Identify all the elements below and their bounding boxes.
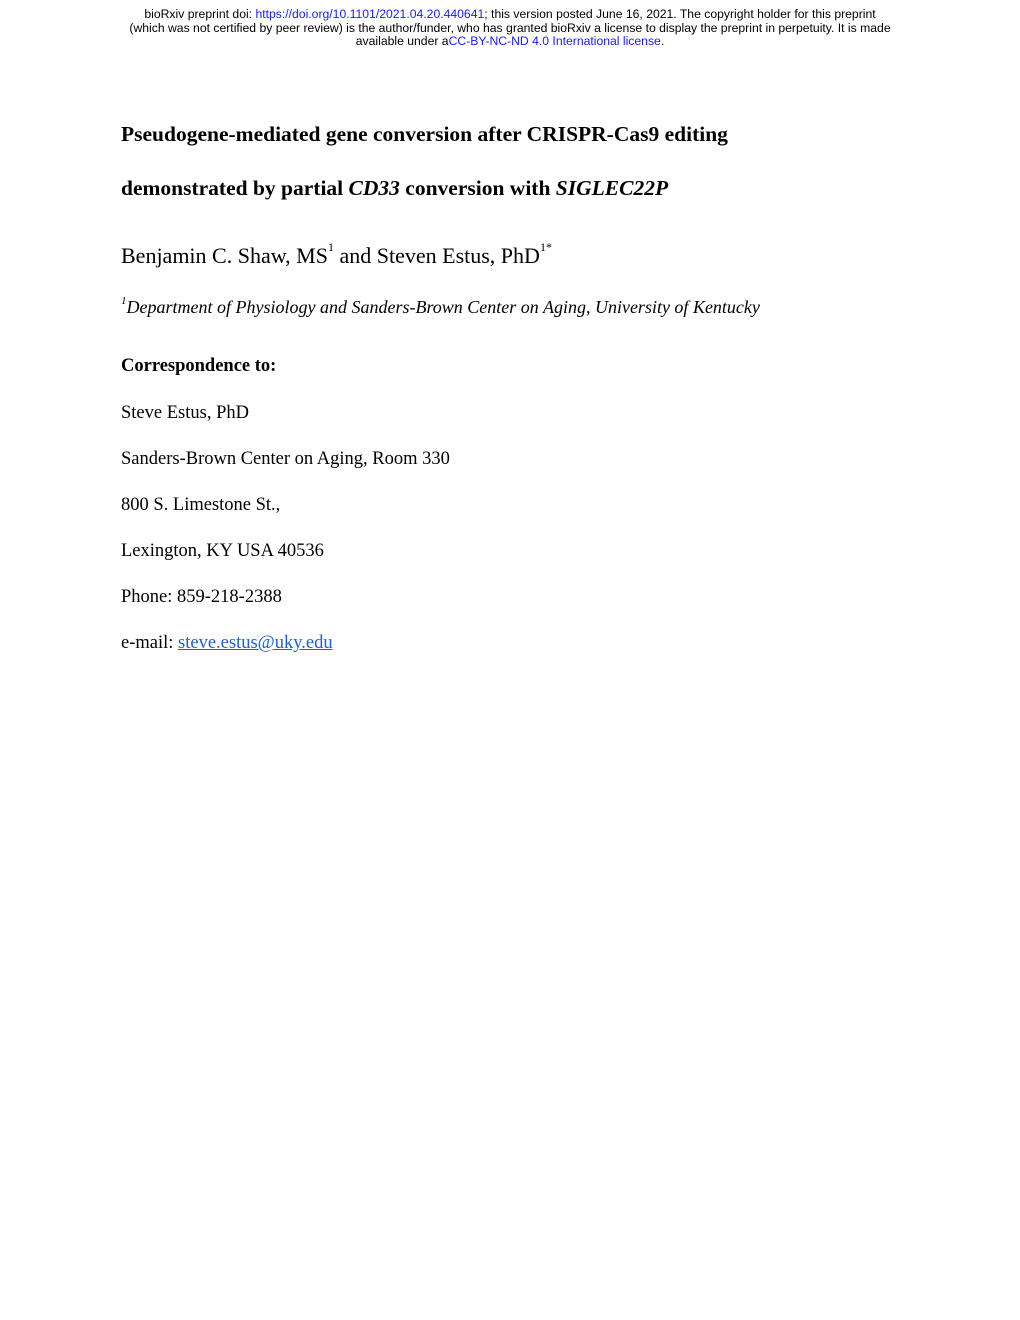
preprint-header [0,8,1020,49]
correspondence-address-1: Sanders-Brown Center on Aging, Room 330 [121,449,450,469]
doi-link[interactable]: https://doi.org/10.1101/2021.04.20.440641 [255,7,485,21]
header-line-2: (which was not certified by peer review) is the author/funder, who has granted bioRxiv a license to display the preprint in perpetuity. It is made [129,20,891,35]
author-connector: and [333,243,377,268]
title-gene-cd33: CD33 [348,176,400,200]
correspondence-phone: Phone: 859-218-2388 [121,587,282,607]
header-license-prefix: available under a [355,34,449,49]
author-list [121,240,552,269]
correspondence-address-3: Lexington, KY USA 40536 [121,541,324,561]
affiliation-text: Department of Physiology and Sanders-Brown Center on Aging, University of Kentucky [126,297,760,317]
header-license-suffix: . [660,34,665,49]
title-gene-siglec22p: SIGLEC22P [555,176,669,200]
author-1-affiliation-marker: 1 [327,240,334,254]
paper-title-line-2 [121,176,668,201]
header-line-3 [0,35,1020,49]
title-text-part-1: demonstrated by partial [121,176,349,200]
correspondence-name: Steve Estus, PhD [121,403,249,423]
affiliation-marker: 1 [121,295,127,307]
header-doi-prefix: bioRxiv preprint doi: [144,7,256,21]
author-2-affiliation-marker: 1* [539,240,552,254]
email-label: e-mail: [121,633,179,653]
title-text-part-2: conversion with [399,176,556,200]
header-line-1 [0,8,1020,22]
header-posted-text: ; this version posted June 16, 2021. The copyright holder for this preprint [484,7,876,21]
email-link[interactable]: steve.estus@uky.edu [178,633,333,653]
correspondence-address-2: 800 S. Limestone St., [121,495,281,515]
paper-title-line-1: Pseudogene-mediated gene conversion after CRISPR-Cas9 editing [121,122,728,146]
author-2-name: Steven Estus, PhD [376,243,540,268]
affiliation [121,297,760,318]
correspondence-heading: Correspondence to: [121,356,277,376]
author-1-name: Benjamin C. Shaw, MS [121,243,328,268]
license-link[interactable]: CC-BY-NC-ND 4.0 International license [448,34,661,49]
correspondence-email-line [121,633,333,654]
